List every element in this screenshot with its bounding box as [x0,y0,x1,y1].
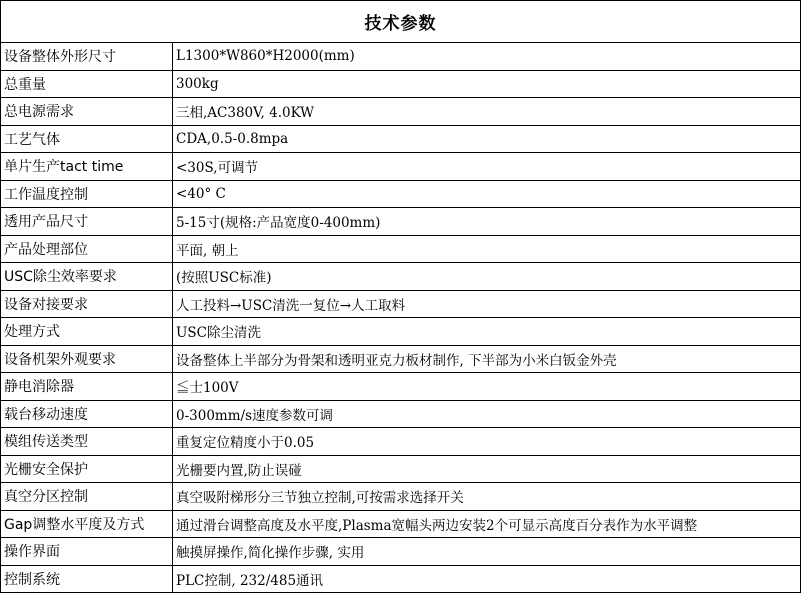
param-value: 三相,AC380V, 4.0KW [173,98,801,126]
table-row [1,455,801,483]
param-value: 平面, 朝上 [173,235,801,263]
param-value: (按照USC标准) [173,263,801,291]
param-value: 5-15寸(规格:产品宽度0-400mm) [173,208,801,236]
table-title: 技术参数 [1,1,801,43]
table-row [1,43,801,71]
table-row [1,345,801,373]
param-value: CDA,0.5-0.8mpa [173,125,801,153]
param-label: 工艺气体 [1,125,173,153]
table-row [1,70,801,98]
param-value: 通过滑台调整高度及水平度,Plasma宽幅头两边安装2个可显示高度百分表作为水平调整 [173,510,801,538]
param-value: 设备整体上半部分为骨架和透明亚克力板材制作, 下半部为小米白钣金外壳 [173,345,801,373]
param-value: 人工投料→USC清洗一复位→人工取料 [173,290,801,318]
table-row [1,318,801,346]
param-label: 模组传送类型 [1,428,173,456]
param-label: 载台移动速度 [1,400,173,428]
table-row [1,153,801,181]
table-row [1,565,801,593]
param-value: L1300*W860*H2000(mm) [173,43,801,71]
param-label: 设备整体外形尺寸 [1,43,173,71]
param-value: 光栅要内置,防止误碰 [173,455,801,483]
table-row [1,428,801,456]
param-value: 300kg [173,70,801,98]
table-row [1,208,801,236]
param-label: 总重量 [1,70,173,98]
table-row [1,373,801,401]
spec-table-body [1,1,801,593]
param-value: 触摸屏操作,简化操作步骤, 实用 [173,538,801,566]
param-label: 真空分区控制 [1,483,173,511]
param-value: USC除尘清洗 [173,318,801,346]
param-value: 重复定位精度小于0.05 [173,428,801,456]
param-value: ≦士100V [173,373,801,401]
param-value: PLC控制, 232/485通讯 [173,565,801,593]
param-label: 产品处理部位 [1,235,173,263]
param-label: USC除尘效率要求 [1,263,173,291]
table-row [1,263,801,291]
table-row [1,483,801,511]
table-row [1,510,801,538]
param-label: 控制系统 [1,565,173,593]
param-label: Gap调整水平度及方式 [1,510,173,538]
table-row [1,290,801,318]
table-row [1,125,801,153]
param-value: 0-300mm/s速度参数可调 [173,400,801,428]
table-row [1,400,801,428]
table-row [1,98,801,126]
param-value: <30S,可调节 [173,153,801,181]
param-label: 设备对接要求 [1,290,173,318]
table-row [1,538,801,566]
param-label: 光栅安全保护 [1,455,173,483]
param-label: 静电消除器 [1,373,173,401]
param-label: 总电源需求 [1,98,173,126]
param-value: 真空吸附梯形分三节独立控制,可按需求选择开关 [173,483,801,511]
param-label: 操作界面 [1,538,173,566]
table-row [1,180,801,208]
param-label: 工作温度控制 [1,180,173,208]
title-row [1,1,801,43]
param-label: 透用产品尺寸 [1,208,173,236]
param-label: 单片生产tact time [1,153,173,181]
param-label: 设备机架外观要求 [1,345,173,373]
param-label: 处理方式 [1,318,173,346]
param-value: <40° C [173,180,801,208]
table-row [1,235,801,263]
